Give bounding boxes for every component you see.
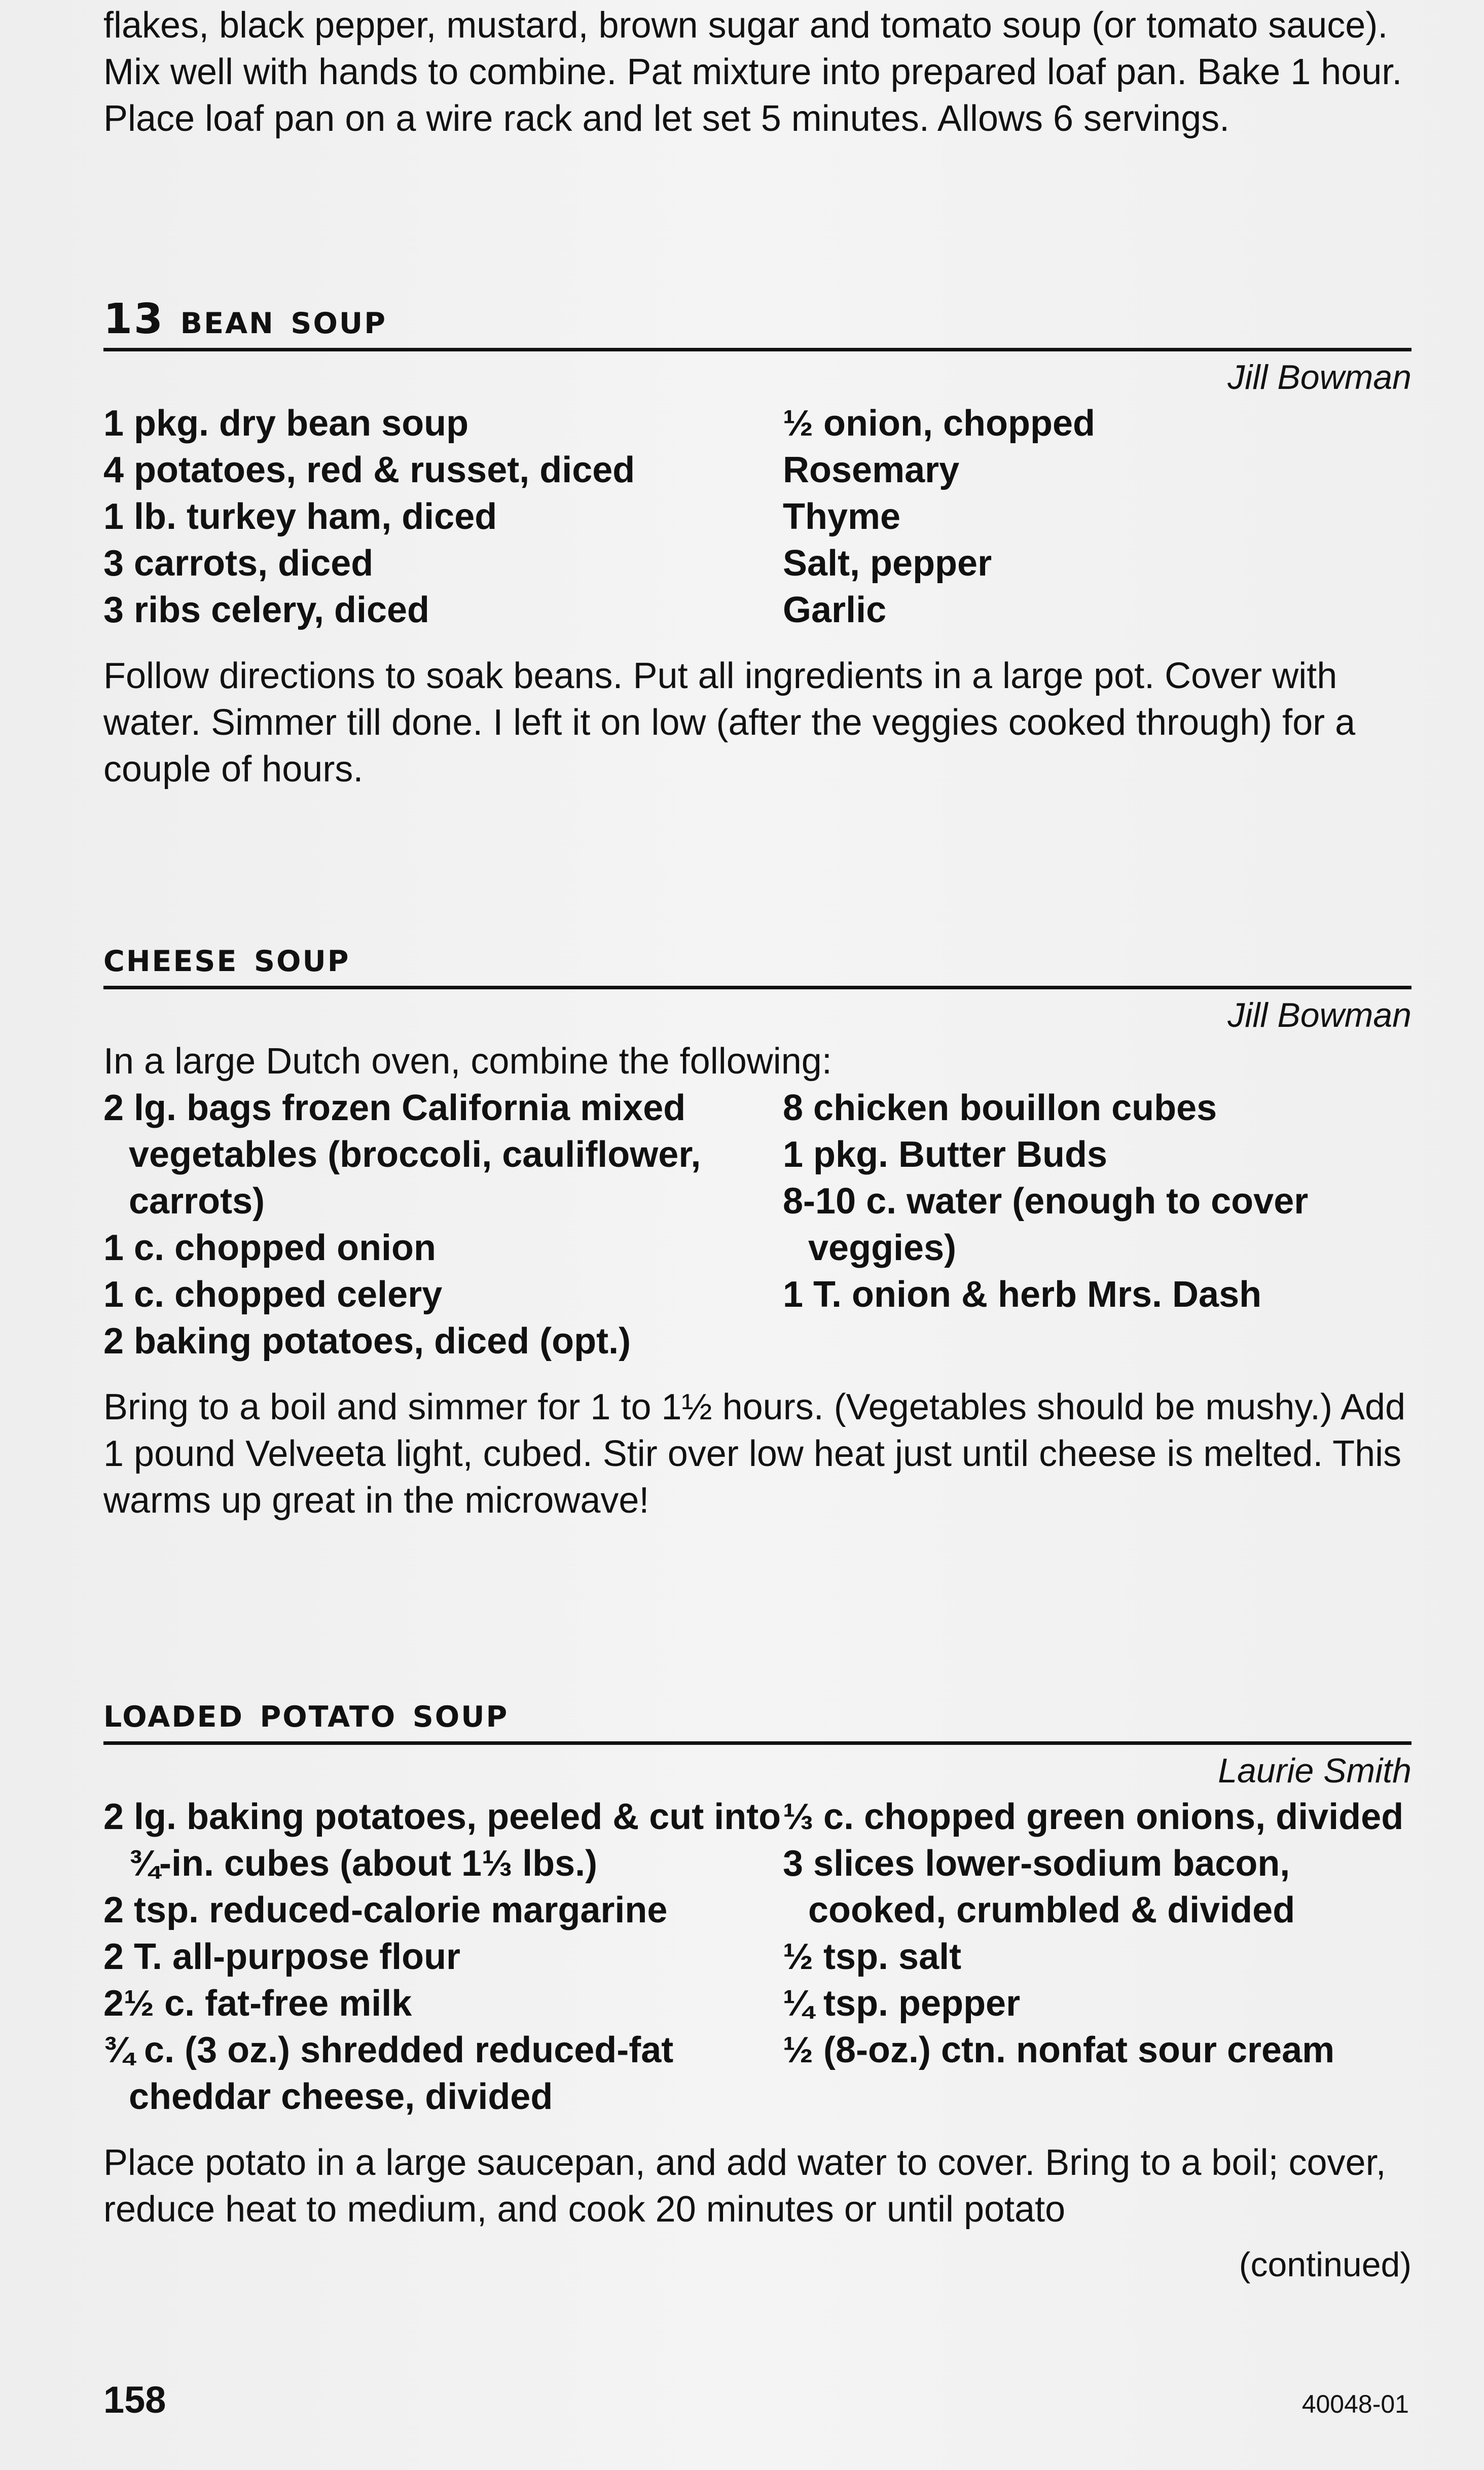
ingredient-item: 1 c. chopped celery [103, 1274, 443, 1315]
ingredient-item: 4 potatoes, red & russet, diced [103, 450, 635, 490]
title-rule [103, 348, 1411, 351]
ingredient-item: 1 lb. turkey ham, diced [103, 496, 497, 537]
ingredient-item: Thyme [783, 496, 901, 537]
recipe-directions: Follow directions to soak beans. Put all ingredients in a large pot. Cover with water. Simmer till done. I left it on low (after the veggies cooked through) for a couple of hours. [103, 656, 1356, 790]
continued-label: (continued) [1239, 2245, 1411, 2284]
ingredients-left-column [103, 400, 783, 633]
ingredient-item: 3 carrots, diced [103, 543, 374, 584]
ingredient-item: ¼ tsp. pepper [783, 1983, 1021, 2024]
recipe-loaded-potato-soup [103, 1688, 1411, 2287]
ingredients-left-column [103, 1794, 783, 2120]
recipe-intro: In a large Dutch oven, combine the following: [103, 1041, 832, 1082]
recipe-directions: Bring to a boil and simmer for 1 to 1½ hours. (Vegetables should be mushy.) Add 1 pound Velveeta light, cubed. Stir over low heat just until cheese is melted. This warms up great in the microwave! [103, 1387, 1406, 1521]
recipe-13-bean-soup [103, 294, 1411, 793]
ingredient-item: 2 lg. bags frozen California mixed vegetables (broccoli, cauliflower, carrots) [103, 1088, 701, 1222]
ingredient-item: ½ (8-oz.) ctn. nonfat sour cream [783, 2030, 1335, 2070]
ingredient-item: ½ tsp. salt [783, 1937, 962, 1977]
recipe-author: Laurie Smith [1218, 1751, 1411, 1790]
ingredient-item: 8-10 c. water (enough to cover veggies) [783, 1181, 1309, 1268]
ingredient-item: 1 pkg. Butter Buds [783, 1134, 1108, 1175]
intro-text: flakes, black pepper, mustard, brown sugar and tomato soup (or tomato sauce). Mix well with hands to combine. Pat mixture into prepared loaf pan. Bake 1 hour. Place loaf pan on a wire rack and let set 5 minutes. Allows 6 servings. [103, 5, 1402, 139]
ingredient-item: 2 T. all-purpose flour [103, 1937, 461, 1977]
recipe-title: 13 bean soup [103, 295, 387, 343]
ingredient-item: 2 baking potatoes, diced (opt.) [103, 1321, 631, 1362]
ingredients-list [103, 1794, 1411, 2120]
recipe-cheese-soup [103, 932, 1411, 1524]
ingredient-item: Rosemary [783, 450, 960, 490]
recipe-author: Jill Bowman [1227, 996, 1411, 1034]
ingredients-right-column [783, 1085, 1411, 1365]
ingredient-item: 2½ c. fat-free milk [103, 1983, 412, 2024]
ingredients-right-column [783, 1794, 1411, 2120]
ingredient-item: ⅓ c. chopped green onions, divided [783, 1797, 1404, 1837]
page-code: 40048-01 [1301, 2390, 1409, 2418]
page-number: 158 [103, 2379, 166, 2421]
ingredient-item: 3 slices lower-sodium bacon, cooked, crumbled & divided [783, 1843, 1295, 1930]
ingredient-item: 2 tsp. reduced-calorie margarine [103, 1890, 668, 1930]
ingredients-list [103, 400, 1411, 633]
title-rule [103, 1741, 1411, 1745]
ingredient-item: 1 c. chopped onion [103, 1228, 437, 1268]
ingredient-item: 8 chicken bouillon cubes [783, 1088, 1217, 1128]
ingredients-left-column [103, 1085, 783, 1365]
recipe-directions: Place potato in a large saucepan, and add water to cover. Bring to a boil; cover, reduce heat to medium, and cook 20 minutes or until potato [103, 2142, 1386, 2230]
ingredient-item: 2 lg. baking potatoes, peeled & cut into ¾-in. cubes (about 1⅓ lbs.) [103, 1797, 781, 1884]
ingredient-item: 3 ribs celery, diced [103, 590, 430, 630]
ingredients-right-column [783, 400, 1411, 633]
recipe-title: loaded potato soup [103, 1689, 509, 1737]
ingredients-list [103, 1085, 1411, 1365]
title-rule [103, 986, 1411, 989]
ingredient-item: ¾ c. (3 oz.) shredded reduced-fat cheddar cheese, divided [103, 2030, 674, 2117]
ingredient-item: Garlic [783, 590, 887, 630]
ingredient-item: Salt, pepper [783, 543, 992, 584]
recipe-title: cheese soup [103, 933, 350, 981]
ingredient-item: 1 pkg. dry bean soup [103, 403, 469, 444]
recipe-author: Jill Bowman [1227, 358, 1411, 397]
ingredient-item: 1 T. onion & herb Mrs. Dash [783, 1274, 1262, 1315]
ingredient-item: ½ onion, chopped [783, 403, 1095, 444]
